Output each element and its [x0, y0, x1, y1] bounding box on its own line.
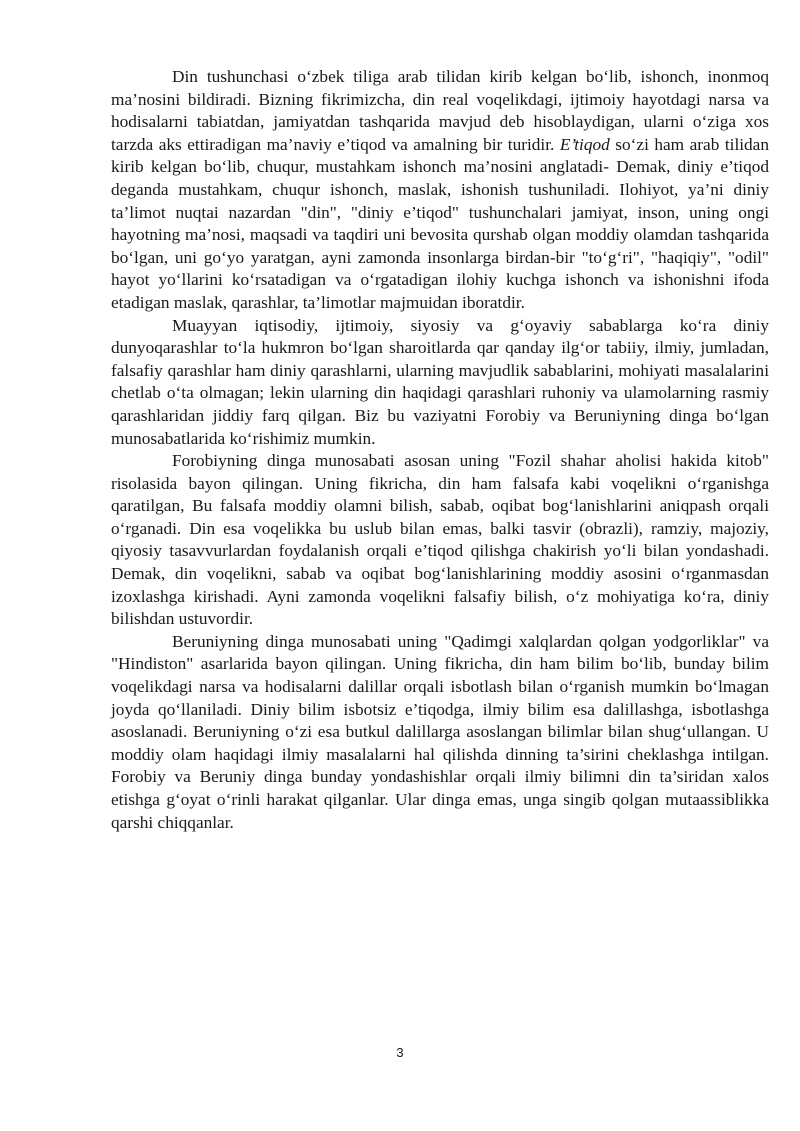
paragraph-1-text-end: so‘zi ham arab tilidan kirib kelgan bo‘lib, chuqur, mustahkam ishonch ma’nosini anglatadi- Demak, diniy e’tiqod deganda mustahkam, chuqur ishonch, maslak, ishonish tushuniladi. Ilohiyot, ya’ni diniy ta’limot nuqtai nazardan "din", "diniy e’tiqod" tushunchalari jamiyat, inson, uning ongi hayotning ma’nosi, maqsadi va taqdiri uni bevosita qurshab olgan moddiy olamdan tashqarida bo‘lgan, uni go‘yo yaratgan, ayni zamonda insonlarga birdan-bir "to‘g‘ri", "haqiqiy", "odil" hayot yo‘llarini ko‘rsatadigan va o‘rgatadigan ilohiy kuchga ishonch va ishonishni ifoda etadigan maslak, qarashlar, ta’limotlar majmuidan iboratdir.: [111, 134, 769, 312]
paragraph-1-emphasis: E’tiqod: [559, 134, 610, 154]
paragraph-1-text-start: Din tushunchasi o‘zbek tiligа arab tilidan kirib kelgan bo‘lib, ishonch, inonmoq ma’nosini bildiradi. Bizning fikrimizcha, din real voqelikdagi, ijtimoiy hayotdagi narsa va hodisalarni tabiatdan, jamiyatdan tashqarida mavjud deb hisoblaydigan, ularni o‘ziga xos tarzda aks ettiradigan ma’naviy e’tiqod va amalning bir turidir.: [111, 67, 769, 154]
paragraph-4: Beruniyning dinga munosabati uning "Qadimgi xalqlardan qolgan yodgorliklar" va "Hindiston" asarlarida bayon qilingan. Uning fikricha, din ham bilim bo‘lib, bunday bilim voqelikdagi narsa va hodisalarni dalillar orqali isbotlash bilan o‘rganish mumkin bo‘lmagan joyda qo‘llaniladi. Diniy bilim isbotsiz e’tiqodga, ilmiy bilim esa dalillashga, isbotlashga asoslanadi. Beruniyning o‘zi esa butkul dalillarga asoslangan bilimlar bilan shug‘ullangan. U moddiy olam haqidagi ilmiy masalalarni hal qilishda dinning ta’sirini cheklashga intilgan. Forobiy va Beruniy dinga bunday yondashishlar orqali ilmiy bilimni din ta’siridan xalos etishga g‘oyat o‘rinli harakat qilganlar. Ular dinga emas, unga singib qolgan mutaassiblikka qarshi chiqqanlar.: [111, 631, 769, 832]
paragraph-1: [111, 66, 769, 315]
page-body: [111, 66, 769, 834]
page-number: 3: [396, 1045, 404, 1060]
paragraph-3: Forobiyning dinga munosabati asosan uning "Fozil shahar aholisi hakida kitob" risolasida bayon qilingan. Uning fikricha, din ham falsafa kabi voqelikni o‘rganishga qaratilgan, Bu falsafa moddiy olamni bilish, sabab, oqibat bog‘lanishlarini aniqpash orqali o‘rganadi. Din esa voqelikka bu uslub bilan emas, balki tasvir (obrazli), ramziy, majoziy, qiyosiy tasavvurlardan foydalanish orqali e’tiqod qilishga chakirish yo‘li bilan yondashadi. Demak, din voqelikni, sabab va oqibat bog‘lanishlarining moddiy asosini o‘rganmasdan izoxlashga kirishadi. Ayni zamonda voqelikni falsafiy bilish, o‘z mohiyatiga ko‘ra, diniy bilishdan ustuvordir.: [111, 451, 769, 629]
paragraph-2: Muayyan iqtisodiy, ijtimoiy, siyosiy va g‘oyaviy sabablarga ko‘ra diniy dunyoqarashlar to‘la hukmron bo‘lgan sharoitlarda qar qanday ilg‘or tabiiy, ilmiy, jumladan, falsafiy qarashlar ham diniy qarashlarni, ularning mavjudlik sabablarini, mohiyati masalalarini chetlab o‘ta olmagan; lekin ularning din haqidagi qarashlari ruhoniy va ulamolarning rasmiy qarashlaridan jiddiy farq qilgan. Biz bu vaziyatni Forobiy va Beruniyning dinga bo‘lgan munosabatlarida ko‘rishimiz mumkin.: [111, 315, 769, 448]
